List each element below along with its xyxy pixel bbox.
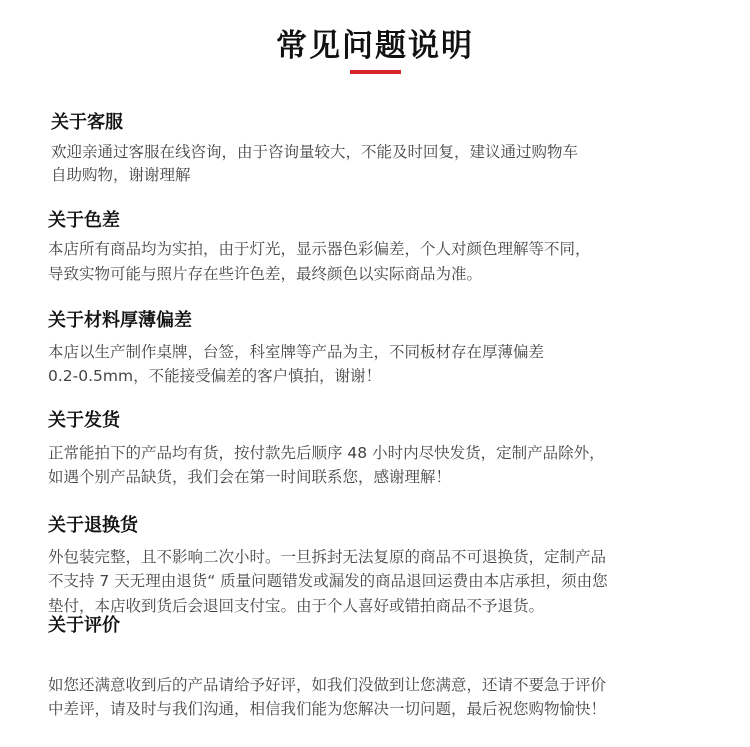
page-title: 常见问题说明 — [276, 28, 474, 64]
section-heading: 关于退换货 — [48, 515, 138, 536]
section-heading: 关于色差 — [48, 210, 120, 231]
section-text: 如遇个别产品缺货，我们会在第一时间联系您，感谢理解！ — [48, 468, 452, 486]
section-text: 中差评，请及时与我们沟通，相信我们能为您解决一切问题，最后祝您购物愉快！ — [48, 700, 607, 718]
section-text: 正常能拍下的产品均有货，按付款先后顺序 48 小时内尽快发货，定制产品除外， — [48, 444, 605, 462]
section-text: 外包装完整，且不影响二次小时。一旦拆封无法复原的商品不可退换货，定制产品 — [48, 548, 607, 566]
section-heading: 关于客服 — [51, 112, 123, 133]
section-text: 本店所有商品均为实拍，由于灯光，显示器色彩偏差，个人对颜色理解等不同， — [48, 240, 591, 258]
section-text: 本店以生产制作桌牌，台签，科室牌等产品为主，不同板材存在厚薄偏差 — [48, 343, 545, 361]
section-heading: 关于材料厚薄偏差 — [48, 310, 192, 331]
section-text: 如您还满意收到后的产品请给予好评，如我们没做到让您满意，还请不要急于评价 — [48, 676, 607, 694]
section-text: 不支持 7 天无理由退货“ 质量问题错发或漏发的商品退回运费由本店承担，须由您 — [48, 572, 608, 590]
section-heading: 关于发货 — [48, 410, 120, 431]
title-underline — [350, 70, 401, 74]
section-text: 垫付，本店收到货后会退回支付宝。由于个人喜好或错拍商品不予退货。 — [48, 597, 545, 615]
section-text: 自助购物，谢谢理解 — [51, 166, 191, 184]
section-text: 0.2-0.5mm，不能接受偏差的客户慎拍，谢谢！ — [48, 367, 382, 385]
section-heading: 关于评价 — [48, 615, 120, 636]
section-text: 欢迎亲通过客服在线咨询，由于咨询量较大，不能及时回复，建议通过购物车 — [51, 143, 579, 161]
section-text: 导致实物可能与照片存在些许色差，最终颜色以实际商品为准。 — [48, 265, 483, 283]
